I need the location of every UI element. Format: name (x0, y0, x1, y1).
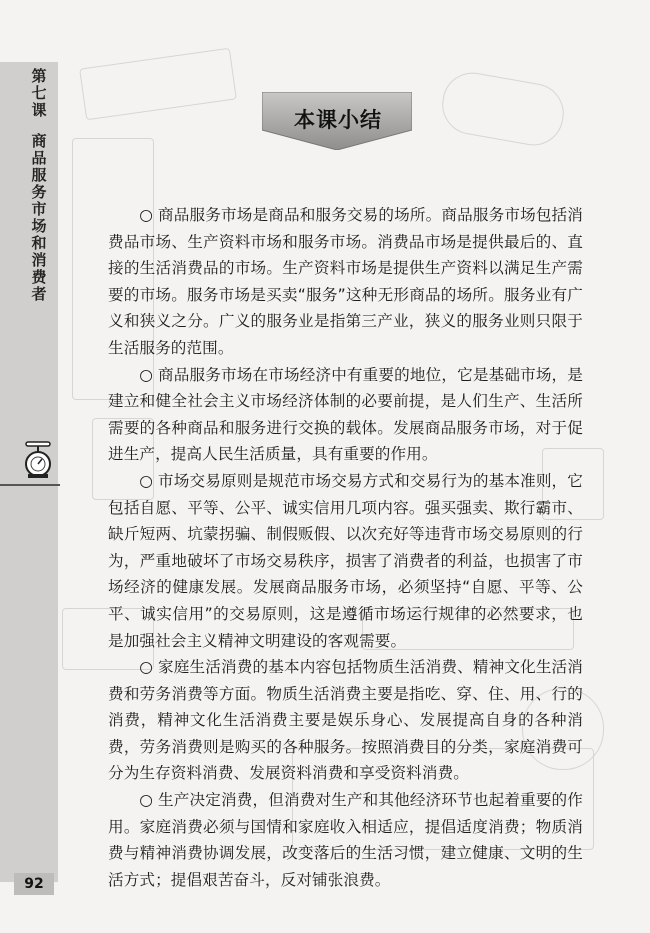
paragraph-2: ○ 商品服务市场在市场经济中有重要的地位，它是基础市场，是建立和健全社会主义市场经济体制的必要前提，是人们生产、生活所需要的各种商品和服务进行交换的载体。发展商品服务市场，对于促进生产，提高人民生活质量，具有重要的作用。 (108, 365, 583, 464)
paragraph-5: ○ 生产决定消费，但消费对生产和其他经济环节也起着重要的作用。家庭消费必须与国情和家庭收入相适应，提倡适度消费；物质消费与精神消费协调发展，改变落后的生活习惯，建立健康、文明的生活方式；提倡艰苦奋斗，反对铺张浪费。 (108, 791, 583, 889)
paragraph-3: ○ 市场交易原则是规范市场交易方式和交易行为的基本准则，它包括自愿、平等、公平、诚实信用几项内容。强买强卖、欺行霸市、缺斤短两、坑蒙拐骗、制假贩假、以次充好等违背市场交易原则的行为，严重地破坏了市场交易秩序，损害了消费者的利益，也损害了市场经济的健康发展。发展商品服务市场，必须坚持“自愿、平等、公平、诚实信用”的交易原则，这是遵循市场运行规律的必然要求，也是加强社会主义精神文明建设的客观需要。 (108, 471, 583, 650)
chapter-number: 第七课 (31, 67, 47, 119)
chapter-title: 商品服务市场和消费者 (31, 132, 47, 303)
page-number: 92 (14, 873, 54, 895)
scale-icon (22, 440, 54, 480)
summary-text (108, 202, 583, 893)
sidebar-rule (0, 484, 60, 486)
paragraph-1: ○ 商品服务市场是商品和服务交易的场所。商品服务市场包括消费品市场、生产资料市场和服务市场。消费品市场是提供最后的、直接的生活消费品的市场。生产资料市场是提供生产资料以满足生产需要的市场。服务市场是买卖“服务”这种无形商品的场所。服务业有广义和狭义之分。广义的服务业是指第三产业，狭义的服务业则只限于生活服务的范围。 (108, 206, 583, 357)
paragraph-4: ○ 家庭生活消费的基本内容包括物质生活消费、精神文化生活消费和劳务消费等方面。物质生活消费主要是指吃、穿、住、用、行的消费，精神文化生活消费主要是娱乐身心、发展提高自身的各种消费，劳务消费则是购买的各种服务。按照消费目的分类，家庭消费可分为生存资料消费、发展资料消费和享受资料消费。 (108, 658, 583, 783)
banner-title: 本课小结 (294, 107, 382, 132)
chapter-heading (30, 68, 48, 303)
